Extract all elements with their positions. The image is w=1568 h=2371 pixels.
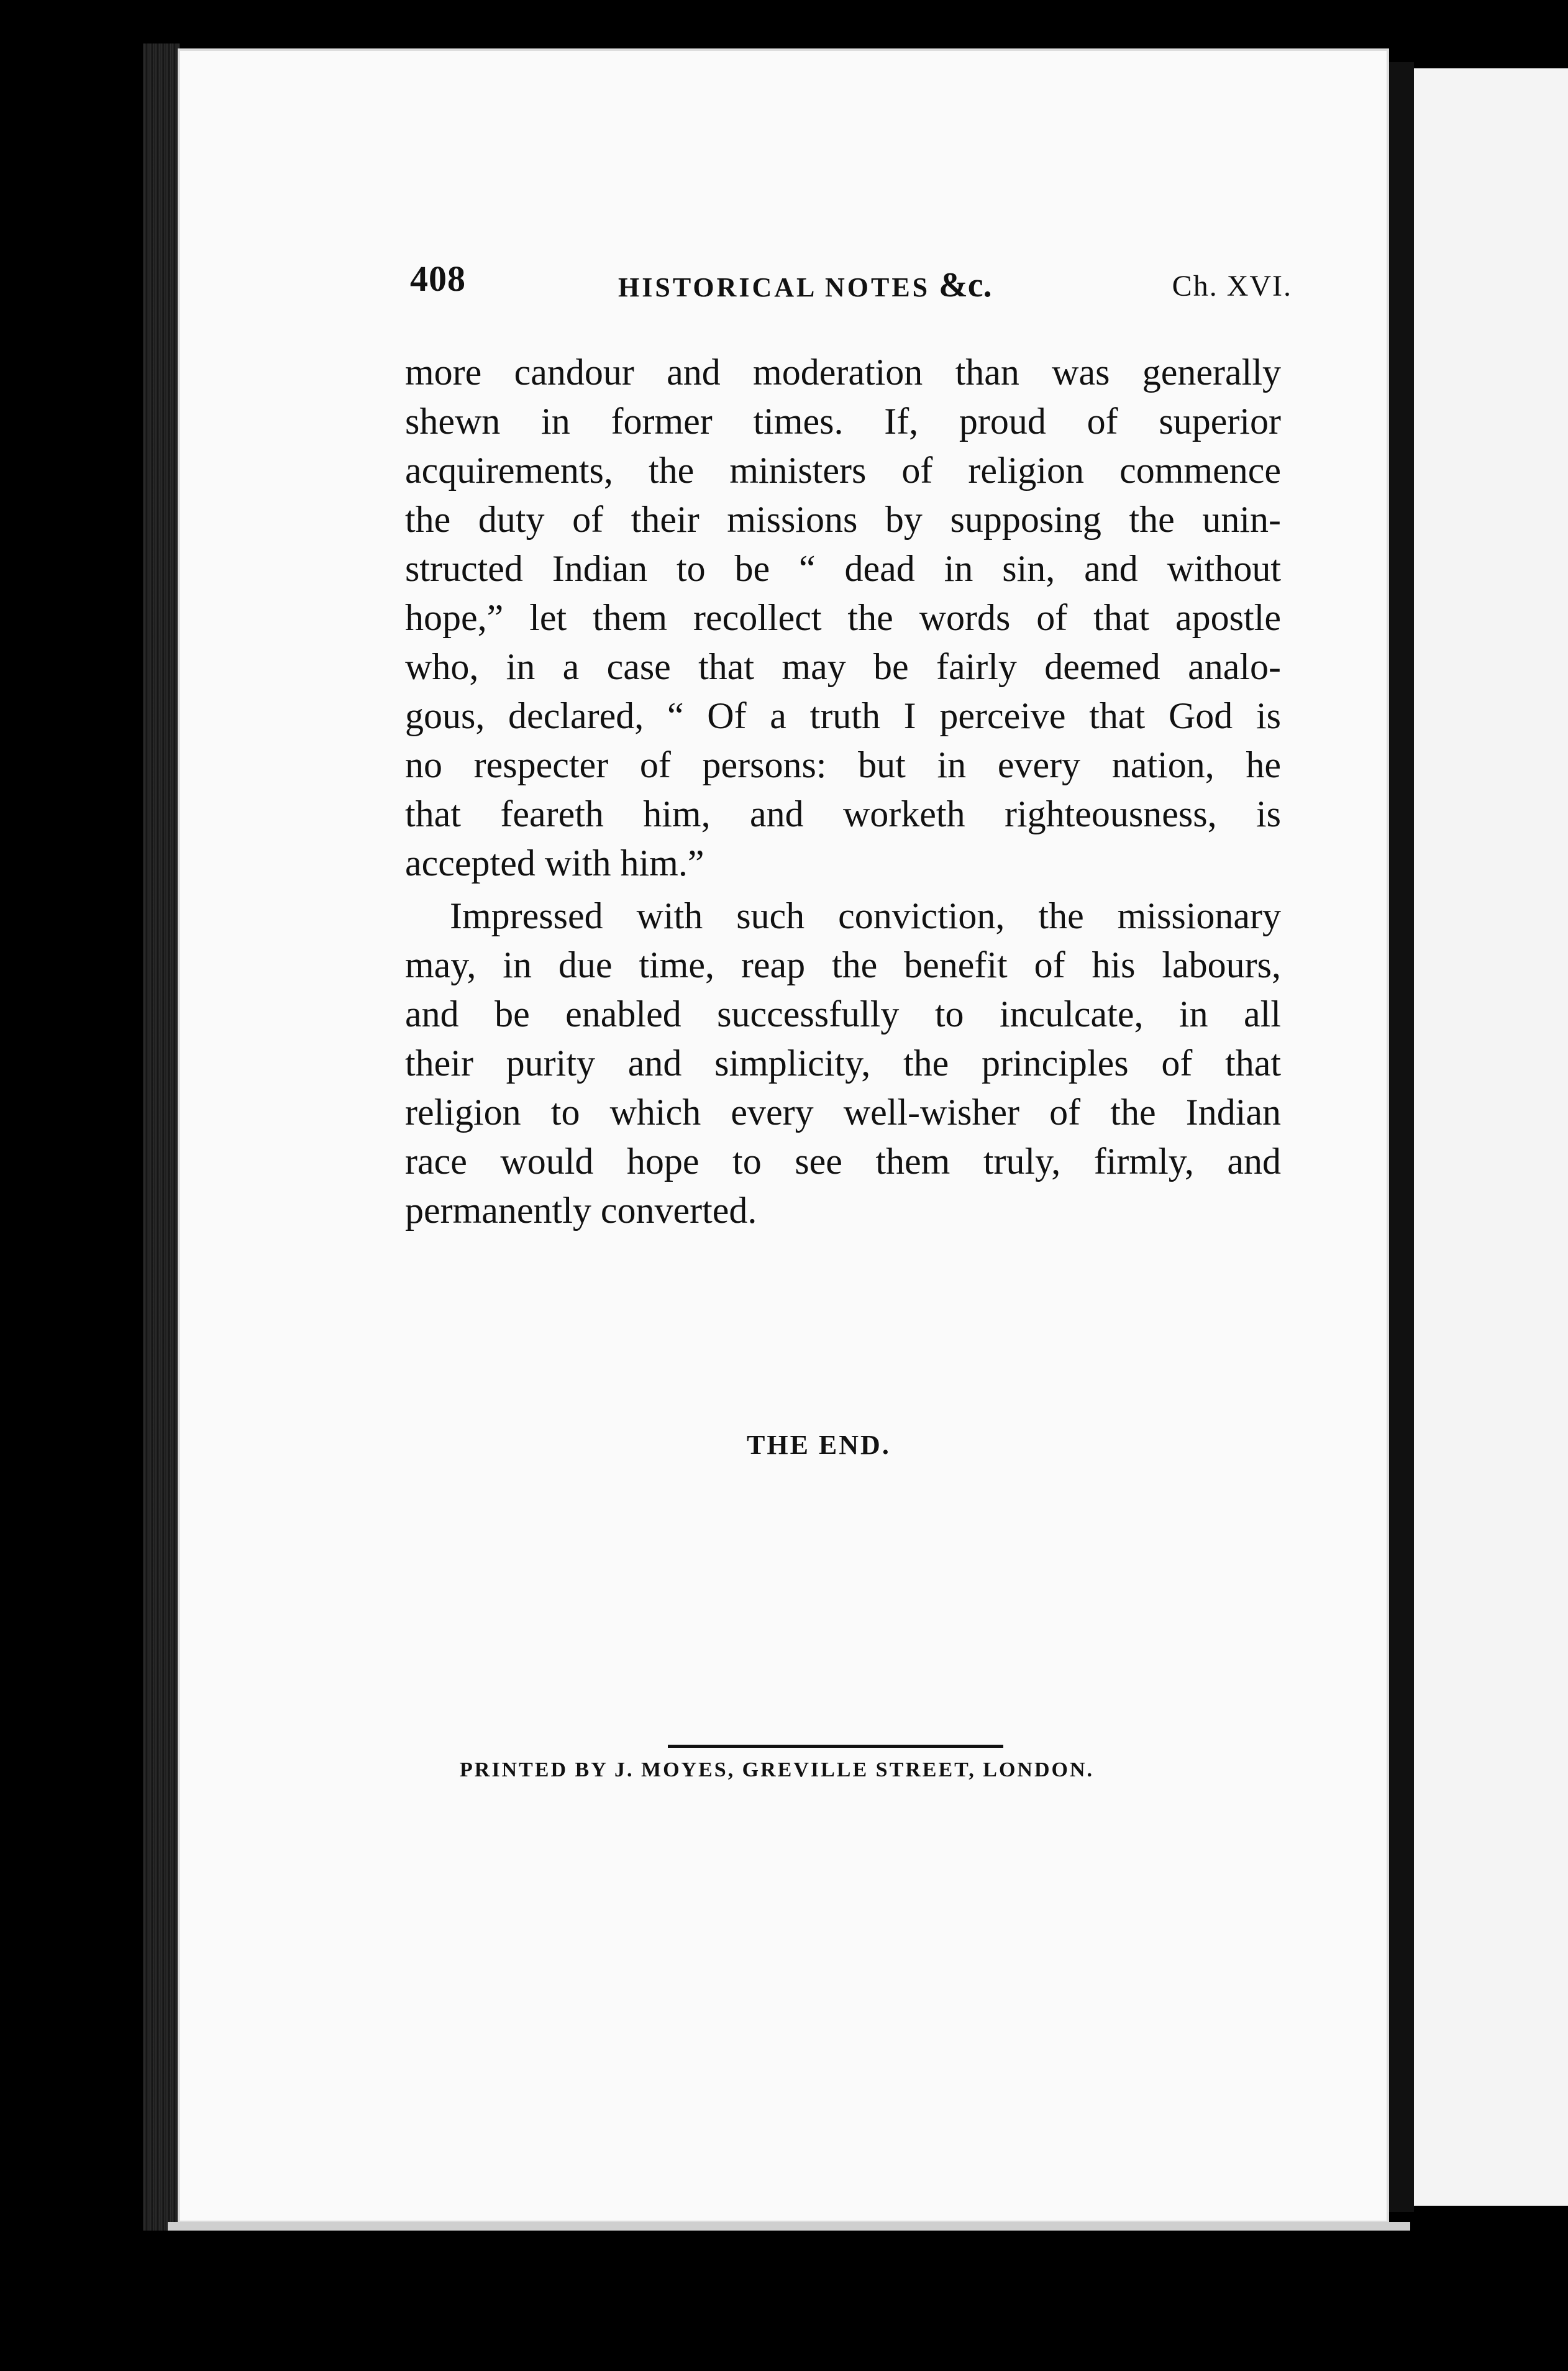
book-spine	[143, 43, 180, 2231]
page-gutter	[1389, 62, 1414, 2212]
paragraph-2	[405, 892, 1281, 1235]
text-line: that feareth him, and worketh righteousness, is	[405, 793, 1281, 834]
text-line: more candour and moderation than was generally	[405, 352, 1281, 393]
text-line: accepted with him.”	[405, 843, 704, 884]
text-line: race would hope to see them truly, firmly, and	[405, 1141, 1281, 1182]
page-bottom-edge	[168, 2222, 1410, 2231]
page-header	[410, 258, 1292, 308]
text-line: the duty of their missions by supposing the unin-	[405, 499, 1281, 540]
text-line: hope,” let them recollect the words of that apostle	[405, 597, 1281, 638]
text-line: acquirements, the ministers of religion commence	[405, 450, 1281, 491]
text-line: shewn in former times. If, proud of superior	[405, 401, 1281, 442]
text-line: their purity and simplicity, the principles of that	[405, 1043, 1281, 1084]
running-title-ampersand: &c.	[939, 266, 992, 304]
printer-imprint: PRINTED BY J. MOYES, GREVILLE STREET, LONDON.	[460, 1758, 1095, 1781]
paragraph-1	[405, 348, 1281, 888]
running-title-text: HISTORICAL NOTES	[618, 272, 931, 303]
text-line: who, in a case that may be fairly deemed analo-	[405, 646, 1281, 687]
facing-page-edge	[1414, 68, 1568, 2206]
chapter-label: Ch. XVI.	[1172, 270, 1292, 303]
body-text	[405, 348, 1281, 1235]
the-end-heading: THE END.	[747, 1430, 891, 1460]
text-line: may, in due time, reap the benefit of his labours,	[405, 944, 1281, 985]
text-line: no respecter of persons: but in every nation, he	[405, 744, 1281, 785]
text-line: structed Indian to be “ dead in sin, and without	[405, 548, 1281, 589]
page-number: 408	[410, 258, 466, 299]
running-title	[618, 265, 992, 305]
text-line: gous, declared, “ Of a truth I perceive that God is	[405, 695, 1281, 736]
text-line: permanently converted.	[405, 1190, 757, 1231]
text-line: and be enabled successfully to inculcate, in all	[405, 994, 1281, 1035]
text-line: religion to which every well-wisher of the Indian	[405, 1092, 1281, 1133]
text-line: Impressed with such conviction, the missionary	[450, 895, 1281, 936]
imprint-rule	[668, 1745, 1003, 1748]
